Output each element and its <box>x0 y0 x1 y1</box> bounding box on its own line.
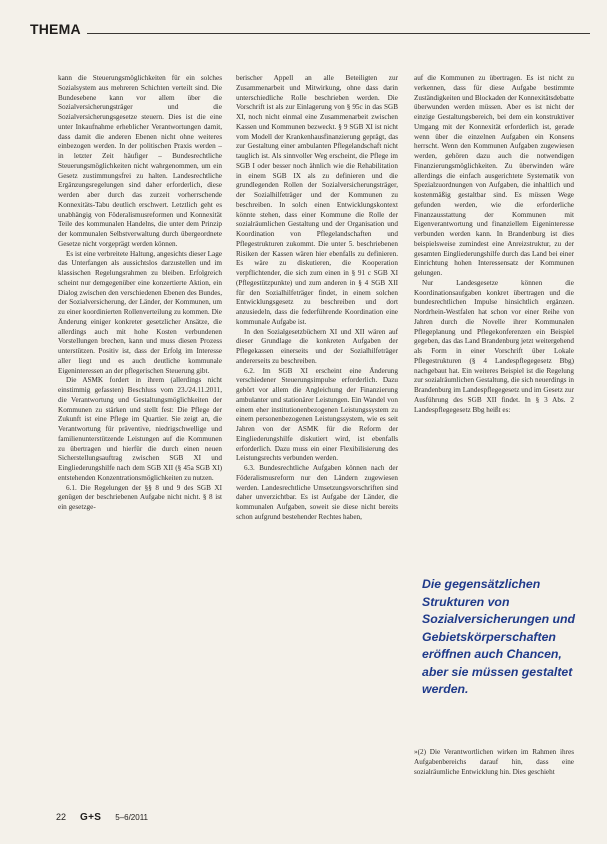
text-column-3-continued <box>414 748 574 792</box>
page-footer <box>56 812 148 823</box>
section-title: THEMA <box>30 21 81 37</box>
journal-logo: G+S <box>80 812 102 823</box>
text-column-1 <box>58 74 222 799</box>
issue-number: 5–6/2011 <box>115 813 148 822</box>
paragraph: Es ist eine verbreitete Haltung, angesichts dieser Lage das Unterfangen als aussichtslos darzustellen und im klassischen Regelungsrahmen zu bleiben. Erfolgreich scheint nur demgegenüber eine konzertierte Aktion, ein Dialog zwischen den verschiedenen Ebenen des Bundes, der Sozialversicherung, der Länder, der Kommunen, um zu einer koordinierten Rollenverteilung zu kommen. Die Änderung einiger konkreter gesetzlicher Ansätze, die allerdings auch mit hohe Kosten verbundenen Vorstellungen brechen, kann und muss diesen Prozess unterstützen. Positiv ist, dass der Erfolg im Interesse aller liegt und es auch deutliche kommunale Eigeninteressen an der pflegerischen Steuerung gibt. <box>58 249 222 375</box>
text-column-2 <box>236 74 398 799</box>
paragraph: auf die Kommunen zu übertragen. Es ist nicht zu verkennen, dass für diese Aufgabe bestimmte Zuständigkeiten und Blockaden der Konnexitätsdebatte überwunden werden müssen. Aber es ist nicht der einzige Gestaltungsbereich, bei dem ein konstruktiver Umgang mit der Konnexität erforderlich ist, gerade wenn über die einzelnen Aufgaben ein Konsens herrscht. Wenn den Kommunen Aufgaben zugewiesen werden, gehören dazu auch die notwendigen Finanzierungsmöglichkeiten. Zu überwinden wäre allerdings die einfach ausgerichtete Systematik von Spezialzuordnungen von Aufgaben, die inhaltlich und kostenmäßig gestaltbar sind. Es müssen Wege gefunden werden, wie die erforderliche Finanzausstattung der Kommunen mit Eigenverantwortung und finanziellem Eigeninteresse verbunden werden kann. In Brandenburg ist dies beispielsweise zumindest eine Anreizstruktur, zu der gesamten Eingliederungshilfe durch das Land bei einer Einrichtung hohen Interessensatz der Kommunen gelungen. <box>414 74 574 277</box>
page-number: 22 <box>56 812 67 822</box>
header-rule <box>87 33 590 34</box>
paragraph: berischer Appell an alle Beteiligten zur Zusammenarbeit und Mitwirkung, ohne dass darin unterschiedliche Rolle beschrieben werden. Die Vorschrift ist als zur Einlagerung von § 95c in das SGB XI, noch nicht einmal eine Zusammenarbeit zwischen Kassen und Kommunen bezweckt. § 9 SGB XI ist nicht vom Modell der Krankenhausfinanzierung geprägt, das zur Gestaltung einer ambulanten Pflegelandschaft nicht tauglich ist. Als sinnvoller Weg erscheint, die Pflege im SGB I oder besser noch ähnlich wie die Rehabilitation in einem SGB IX als zu definieren und die grundlegenden Rollen der Sozialversicherungsträger, der Sozialhilfeträger und der Kommunen zu beschreiben. In solch einen Entwicklungskontext könnte stehen, dass einer Kommune die Rolle der sozialräumlichen Gestaltung und der Organisation und Koordination von Pflegelandschaften und Pflegestrukturen zukommt. Die unter 5. beschriebenen Risiken der Kassen wären hier ebenfalls zu definieren. Es wäre zu diskutieren, die Kooperation verpflichtender, die sich zum einen in § 91 c SGB XI (Pflegestützpunkte) und zum anderen in § 4 SGB XII für den Sozialhilfeträger findet, in einem solchen Entwicklungsgesetz zu beschreiben und dort anzusiedeln, dass die federführende Koordination eine kommunale Aufgabe ist. <box>236 74 398 326</box>
paragraph: Die ASMK fordert in ihrem (allerdings nicht einstimmig gefassten) Beschluss vom 23./24.11.2011, die Verantwortung und Gestaltungsmöglichkeiten der Kommunen zu stärken und stellt fest: Die Pflege der Zukunft ist eine Pflege im Quartier. Sie zeigt an, die Verantwortung für präventive, niedrigschwellige und familienunterstützende Leistungen auf die Kommunen zu übertragen und hierfür die durch einen neuen Sicherstellungsauftrag zwischen SGB XI und Eingliederungshilfe nach dem SGB XII (§ 45a SGB XI) entstehenden Konzentrationsmöglichkeiten zu nutzen. <box>58 376 222 482</box>
paragraph: Nur Landesgesetze können die Koordinationsaufgaben konkret übertragen und die bundesrechtlichen Impulse hinsichtlich ergänzen. Nordrhein-Westfalen hat schon vor einer Reihe von Jahren durch die Novelle ihrer Kommunalen Pflegeplanung und Pflegekonferenzen ein Beispiel gegeben, das das Land Brandenburg jetzt weitergehend als Form in einer Vorschrift über Lokale Pflegestrukturen (§ 4 Landespflegegesetz Bbg) nachgebaut hat. Ein weiteres Beispiel ist die Regelung zur sozialräumlichen Gestaltung, die sich neuerdings in Brandenburg im Landespflegegesetz und im Gesetz zur Ausführung des SGB XII findet. In § 3 Abs. 2 Landespflegegesetz Bbg heißt es: <box>414 278 574 414</box>
paragraph: In den Sozialgesetzbüchern XI und XII wären auf dieser Grundlage die konkreten Aufgaben der Pflegekassen einerseits und der Sozialhilfeträger andererseits zu beschreiben. <box>236 327 398 365</box>
section-header <box>30 8 590 36</box>
text-column-3 <box>414 74 574 414</box>
pull-quote: Die gegensätzlichen Strukturen von Sozialversicherungen und Gebietskörperschaften eröffnen auch Chancen, aber sie müssen gestaltet werden. <box>422 577 576 696</box>
paragraph: »(2) Die Verantwortlichen wirken im Rahmen ihres Aufgabenbereichs darauf hin, dass eine sozialräumliche Entwicklung hin. Dies geschieht <box>414 748 574 776</box>
paragraph: 6.1. Die Regelungen der §§ 8 und 9 des SGB XI genügen der beschriebenen Aufgabe nicht nicht. § 8 ist ein gesetzge- <box>58 483 222 511</box>
paragraph: 6.2. Im SGB XI erscheint eine Änderung verschiedener Steuerungsimpulse erforderlich. Dazu gehört vor allem die Angleichung der Finanzierung ambulanter und stationärer Leistungen. Ein Wandel von einem eher institutionenbezogenen Leistungssystem zu einem personenbezogenen Leistungssystem, wie es seit Jahren von der ASMK für die Reform der Eingliederungshilfe diskutiert wird, ist ebenfalls erforderlich. Dazu muss ein einer Flexibilisierung des Leistungsrechts verbunden werden. <box>236 366 398 463</box>
paragraph: kann die Steuerungsmöglichkeiten für ein solches Sozialsystem aus mehreren Schichten verteilt sind. Die Bundesebene kann vor allem über die Sozialversicherungsträger und die Sozialversicherungsgesetze steuern. Dies ist die eine unter Inkaufnahme erheblicher Verantwortungen damit, dass damit die anderen Ebenen nicht ohne weiteres einbezogen werden. In der politischen Praxis werden – in letzter Zeit häufiger – Bundesrechtliche Steuerungsmöglichkeiten nicht wahrgenommen, um ein Gesetz zustimmungsfrei zu halten. Landesrechtliche Ergänzungsregelungen sind daher erforderlich, diese werden aber durch das zurzeit vorherrschende Konnexitäts-Tabu deutlich erschwert. Letztlich geht es unabhängig von Föderalismusreformen und Konnexität Teile des kommunalen Handelns, die unter dem Prinzip der kommunalen Selbstverwaltung durch übergeordnete Gesetze nicht vorgeprägt werden können. <box>58 74 222 248</box>
paragraph: 6.3. Bundesrechtliche Aufgaben können nach der Föderalismusreform nur den Ländern zugewiesen werden. Landesrechtliche Umsetzungsvorschriften sind daher unverzichtbar. Es ist Aufgabe der Länder, die kommunalen Aufgaben, soweit sie diese nicht bereits schon aufgrund bestehender Rechtes haben, <box>236 464 398 521</box>
